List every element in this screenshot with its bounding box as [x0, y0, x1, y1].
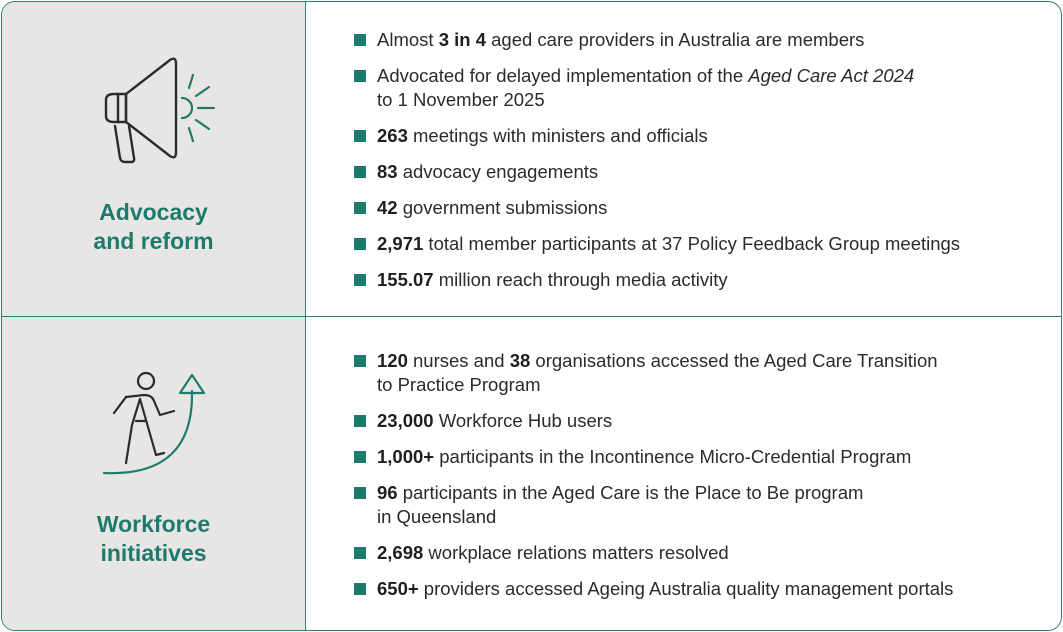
list-item: 42 government submissions [354, 196, 1044, 220]
bullet-icon [354, 70, 366, 82]
bullet-icon [354, 166, 366, 178]
list-item: 96 participants in the Aged Care is the Place to Be program in Queensland [354, 481, 1044, 529]
bullet-icon [354, 487, 366, 499]
bullet-icon [354, 238, 366, 250]
bullet-icon [354, 451, 366, 463]
list-item: 155.07 million reach through media activity [354, 268, 1044, 292]
bullet-icon [354, 415, 366, 427]
list-item: 23,000 Workforce Hub users [354, 409, 1044, 433]
stats-card [1, 1, 1062, 631]
bullet-icon [354, 34, 366, 46]
advocacy-list-panel [306, 2, 1061, 316]
bullet-icon [354, 583, 366, 595]
workforce-panel [2, 317, 305, 630]
megaphone-icon [98, 54, 222, 166]
bullet-icon [354, 355, 366, 367]
bullet-icon [354, 202, 366, 214]
list-item: 1,000+ participants in the Incontinence Micro-Credential Program [354, 445, 1044, 469]
advocacy-list [354, 28, 1044, 304]
list-item: 650+ providers accessed Ageing Australia quality management portals [354, 577, 1044, 601]
list-item: 120 nurses and 38 organisations accessed the Aged Care Transition to Practice Program [354, 349, 1044, 397]
advocacy-panel [2, 2, 305, 316]
list-item: 263 meetings with ministers and officials [354, 124, 1044, 148]
list-item: Almost 3 in 4 aged care providers in Australia are members [354, 28, 1044, 52]
column-divider [305, 2, 306, 630]
workforce-heading: Workforce initiatives [96, 511, 211, 566]
workforce-section [2, 317, 1061, 630]
workforce-list-panel [306, 317, 1061, 630]
advocacy-section [2, 2, 1061, 316]
workforce-list [354, 349, 1044, 613]
list-item: 2,698 workplace relations matters resolved [354, 541, 1044, 565]
list-item: 2,971 total member participants at 37 Policy Feedback Group meetings [354, 232, 1044, 256]
advocacy-heading: Advocacy and reform [93, 199, 214, 254]
list-item: 83 advocacy engagements [354, 160, 1044, 184]
bullet-icon [354, 274, 366, 286]
bullet-icon [354, 130, 366, 142]
person-climbing-arrow-icon [100, 369, 212, 481]
list-item: Advocated for delayed implementation of the Aged Care Act 2024 to 1 November 2025 [354, 64, 1044, 112]
bullet-icon [354, 547, 366, 559]
